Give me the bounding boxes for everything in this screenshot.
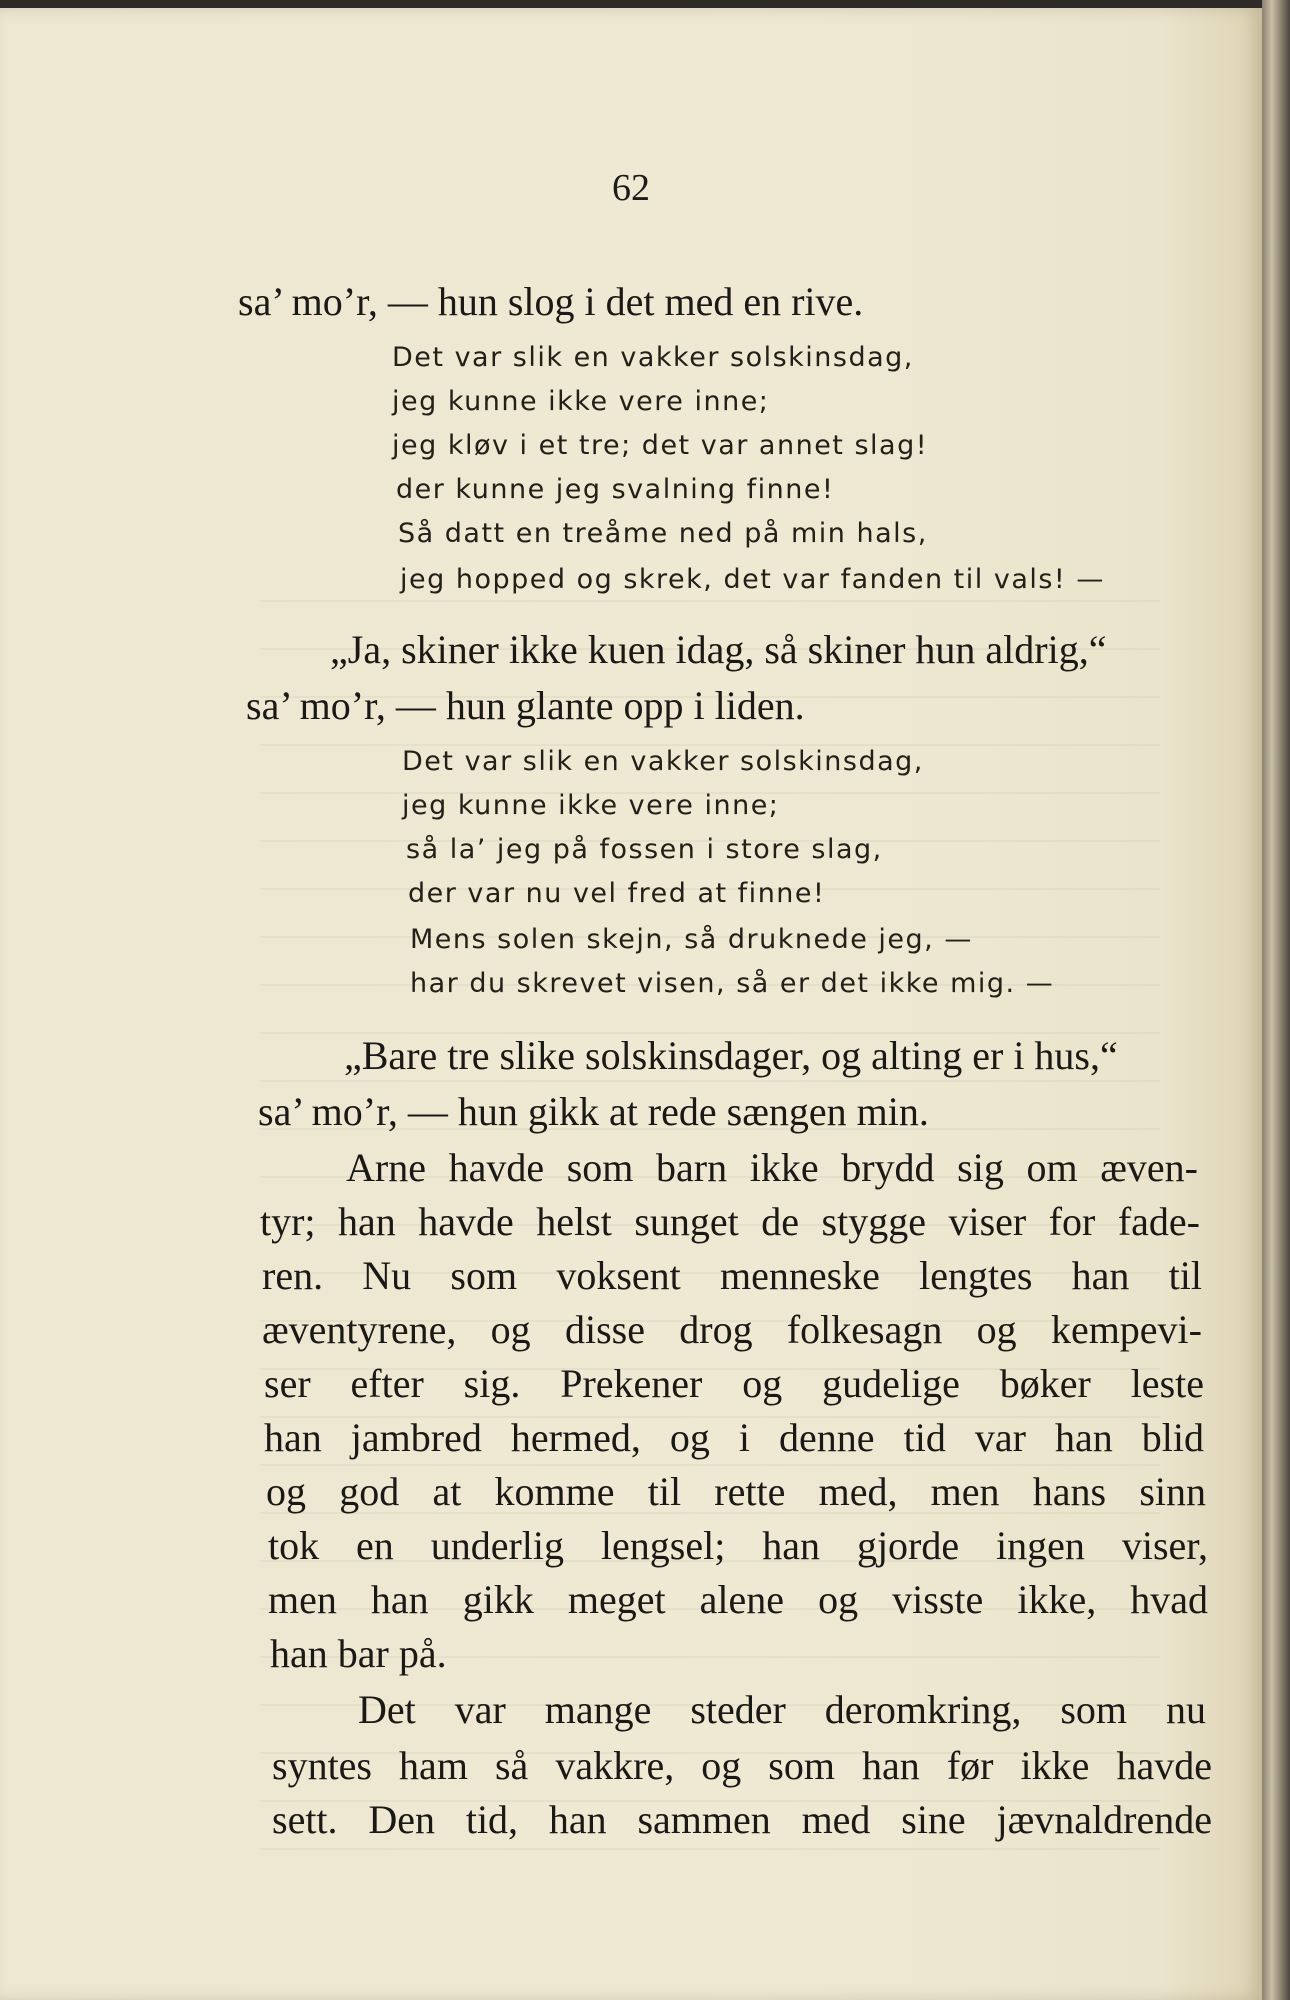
verse-line: så la’ jeg på fossen i store slag, <box>406 834 883 865</box>
text-line: ser efter sig. Prekener og gudelige bøker leste <box>264 1361 1204 1406</box>
verse-line: har du skrevet visen, så er det ikke mig. — <box>410 968 1055 999</box>
text-line: sett. Den tid, han sammen med sine jævnaldrende <box>272 1797 1212 1842</box>
text-line: tyr; han havde helst sunget de stygge viser for fade- <box>260 1199 1200 1244</box>
verse-line: jeg hopped og skrek, det var fanden til vals! — <box>400 564 1105 595</box>
text-line: han bar på. <box>270 1631 447 1676</box>
text-line: sa’ mo’r, — hun gikk at rede sængen min. <box>258 1089 929 1134</box>
text-line: syntes ham så vakkre, og som han før ikke havde <box>272 1743 1212 1788</box>
verse-line: der kunne jeg svalning finne! <box>396 474 835 505</box>
text-line: tok en underlig lengsel; han gjorde ingen viser, <box>268 1523 1208 1568</box>
verse-line: jeg kunne ikke vere inne; <box>392 386 770 417</box>
scan-top-border <box>0 0 1290 8</box>
verse-line: Så datt en treåme ned på min hals, <box>398 518 928 549</box>
text-line: men han gikk meget alene og visste ikke, hvad <box>268 1577 1208 1622</box>
book-page-edge <box>1262 0 1290 2000</box>
verse-line: Mens solen skejn, så druknede jeg, — <box>410 924 973 955</box>
text-line: „Bare tre slike solskinsdager, og alting er i hus,“ <box>344 1033 1118 1078</box>
text-line: han jambred hermed, og i denne tid var han blid <box>264 1415 1204 1460</box>
page-number: 62 <box>612 167 650 209</box>
text-line: sa’ mo’r, — hun glante opp i liden. <box>246 683 805 728</box>
text-line: sa’ mo’r, — hun slog i det med en rive. <box>238 279 864 324</box>
text-line: ren. Nu som voksent menneske lengtes han til <box>262 1253 1202 1298</box>
verse-line: der var nu vel fred at finne! <box>408 878 826 909</box>
text-line: „Ja, skiner ikke kuen idag, så skiner hun aldrig,“ <box>330 627 1107 672</box>
paragraph-first-line: Arne havde som barn ikke brydd sig om æven- <box>346 1145 1198 1190</box>
text-line: og god at komme til rette med, men hans sinn <box>266 1469 1206 1514</box>
verse-line: jeg kunne ikke vere inne; <box>402 790 780 821</box>
book-page <box>0 8 1262 2000</box>
text-line: æventyrene, og disse drog folkesagn og kempevi- <box>262 1307 1202 1352</box>
verse-line: Det var slik en vakker solskinsdag, <box>392 342 914 373</box>
verse-line: jeg kløv i et tre; det var annet slag! <box>392 430 929 461</box>
verse-line: Det var slik en vakker solskinsdag, <box>402 746 924 777</box>
paragraph-first-line: Det var mange steder deromkring, som nu <box>358 1687 1206 1732</box>
